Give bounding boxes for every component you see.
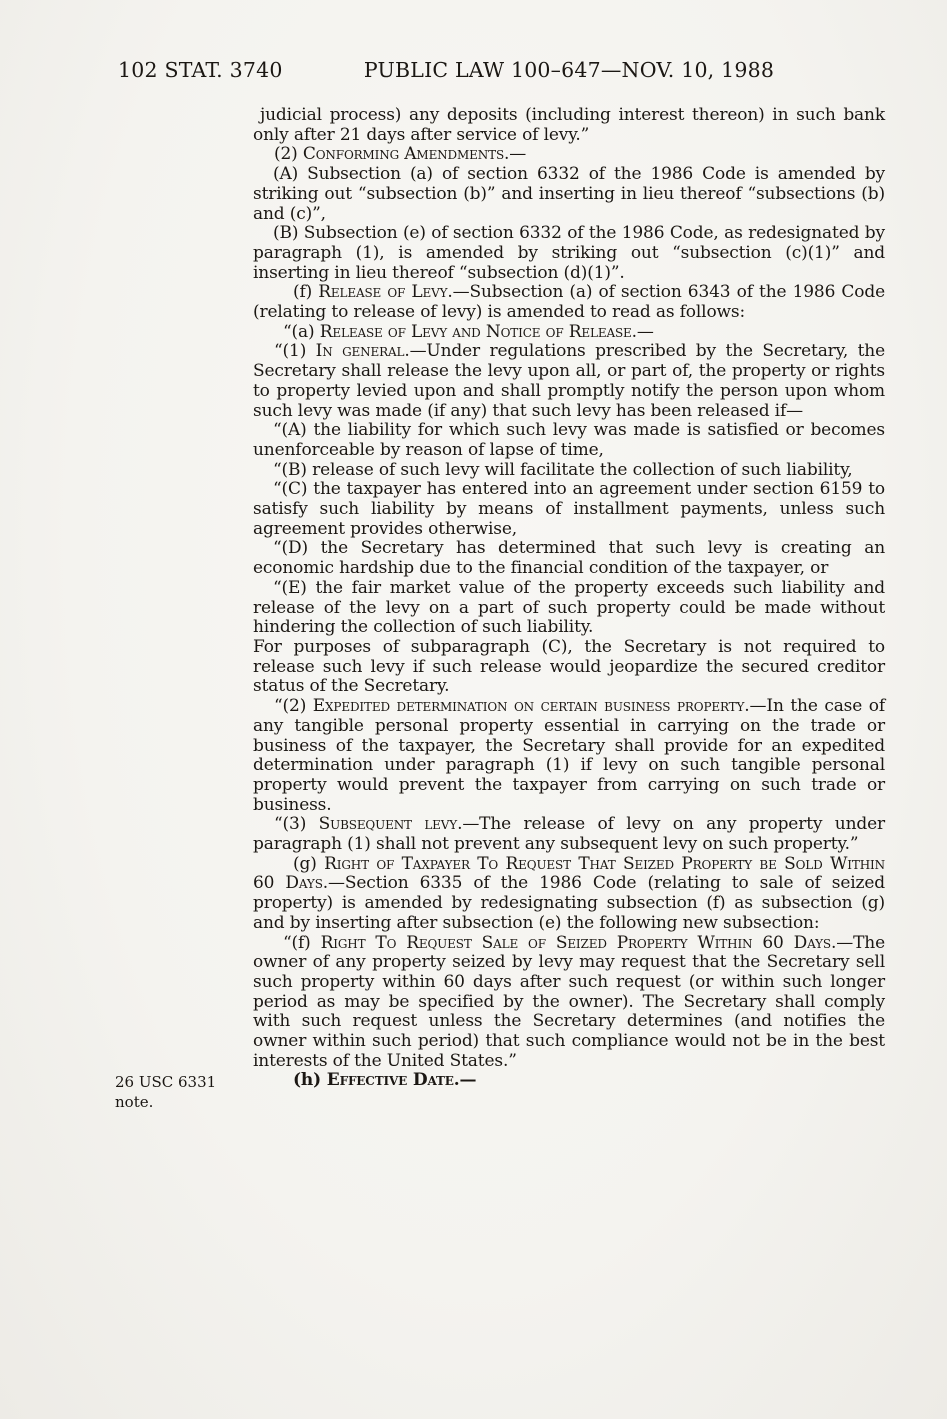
text-segment: .— — [453, 1070, 477, 1091]
para-g-right-of-taxpayer — [253, 855, 885, 934]
text-segment: .—Under regulations prescribed by the Secretary, the Secretary shall release the levy upon all, or part of, the property or rights to property levied upon and shall promptly notify the person upon whom such levy was made (if any) that such levy has been released if— — [253, 341, 885, 421]
small-caps-heading-segment: In general — [315, 341, 405, 362]
text-segment: (A) Subsection (a) of section 6332 of the 1986 Code is amended by striking out “subsection (b)” and inserting in lieu thereof “subsections (b) and (c)”, — [253, 164, 885, 224]
para-f-right-to-request-sale — [253, 934, 885, 1072]
small-caps-heading-segment: Effective Date — [326, 1070, 454, 1091]
small-caps-heading-segment: Right To Request Sale of Seized Property Within 60 Days — [320, 932, 831, 953]
para-C-agreement-6159 — [253, 480, 885, 539]
text-segment: (B) Subsection (e) of section 6332 of the 1986 Code, as redesignated by paragraph (1), is amended by striking out “subsection (c)(1)” and inserting in lieu thereof “subsection (d)(1)”. — [253, 223, 885, 283]
text-segment: “(2) — [274, 696, 313, 717]
text-segment: “(C) the taxpayer has entered into an agreement under section 6159 to satisfy such liability by means of installment payments, unless such agreement provides otherwise, — [253, 479, 885, 539]
document-body — [253, 106, 885, 1091]
para-1-in-general — [253, 342, 885, 421]
para-h-effective-date — [253, 1071, 885, 1091]
text-segment: .— — [631, 321, 654, 342]
para-B-subsection-e-6332 — [253, 224, 885, 283]
text-segment: judicial process) any deposits (including interest thereon) in such bank only after 21 days after service of levy.” — [253, 105, 885, 145]
para-a-release-of-levy-and-notice — [253, 323, 885, 343]
usc-citation: 26 USC 6331 — [115, 1073, 217, 1091]
text-segment: .—In the case of any tangible personal property essential in carrying on the trade or business of the taxpayer, the Secretary shall provide for an expedited determination under paragraph (1) if levy on such tangible personal property would prevent the taxpayer from carrying on such trade or business. — [253, 696, 885, 815]
text-segment: .—The owner of any property seized by levy may request that the Secretary sell such property within 60 days after such request (or within such longer period as may be specified by the owner). The Secretary shall comply with such request unless the Secretary determines (and notifies the owner within such period) that such compliance would not be in the best interests of the United States.” — [253, 932, 886, 1071]
para-judicial-process-continuation — [253, 106, 885, 145]
text-segment: “(A) the liability for which such levy was made is satisfied or becomes unenforceable by reason of lapse of time, — [253, 420, 885, 460]
statute-page-number: 102 STAT. 3740 — [118, 58, 283, 82]
para-A-subsection-a-6332 — [253, 165, 885, 224]
para-D-economic-hardship — [253, 539, 885, 578]
small-caps-heading-segment: Right of Taxpayer To Request That Seized Property be Sold Within 60 Days — [253, 853, 885, 894]
para-2-conforming-amendments — [253, 145, 885, 165]
text-segment: (f) — [293, 282, 319, 303]
para-3-subsequent-levy — [253, 815, 885, 854]
usc-citation-note: note. — [115, 1093, 154, 1111]
para-for-purposes-subparagraph-C — [253, 638, 885, 697]
small-caps-heading-segment: Expedited determination on certain business property — [312, 696, 745, 717]
small-caps-heading-segment: Release of Levy and Notice of Release — [319, 321, 632, 342]
small-caps-heading-segment: Subsequent levy — [318, 814, 458, 835]
usc-margin-note — [115, 1072, 235, 1112]
para-f-release-of-levy — [253, 283, 885, 322]
text-segment: .— — [504, 144, 527, 165]
text-segment: “(f) — [283, 932, 321, 953]
text-segment: .—The release of levy on any property under paragraph (1) shall not prevent any subsequent levy on such property.” — [253, 814, 885, 855]
text-segment: (g) — [293, 853, 325, 874]
para-B-release-facilitate — [253, 461, 885, 481]
para-2-expedited-determination — [253, 697, 885, 815]
text-segment: (2) — [274, 144, 303, 165]
text-segment: “(3) — [274, 814, 319, 835]
text-segment: For purposes of subparagraph (C), the Secretary is not required to release such levy if such release would jeopardize the secured creditor status of the Secretary. — [253, 636, 885, 697]
text-segment: “(1) — [274, 341, 316, 362]
para-A-liability-satisfied — [253, 421, 885, 460]
small-caps-heading-segment: Release of Levy — [318, 282, 448, 303]
public-law-title: PUBLIC LAW 100–647—NOV. 10, 1988 — [363, 58, 775, 82]
text-segment: (h) — [293, 1070, 327, 1091]
text-segment: “(E) the fair market value of the property exceeds such liability and release of the levy on a part of such property could be made without hindering the collection of such liability. — [253, 577, 885, 638]
small-caps-heading-segment: Conforming Amendments — [302, 144, 505, 165]
text-segment: .—Section 6335 of the 1986 Code (relating to sale of seized property) is amended by redesignating subsection (f) as subsection (g) and by inserting after subsection (e) the following new subsection: — [253, 873, 885, 933]
text-segment: “(D) the Secretary has determined that such levy is creating an economic hardship due to the financial condition of the taxpayer, or — [253, 538, 885, 579]
text-segment: .—Subsection (a) of section 6343 of the 1986 Code (relating to release of levy) is amended to read as follows: — [253, 282, 885, 323]
para-E-fair-market-value — [253, 579, 885, 638]
text-segment: “(a) — [283, 321, 320, 342]
text-segment: “(B) release of such levy will facilitate the collection of such liability, — [273, 459, 853, 480]
